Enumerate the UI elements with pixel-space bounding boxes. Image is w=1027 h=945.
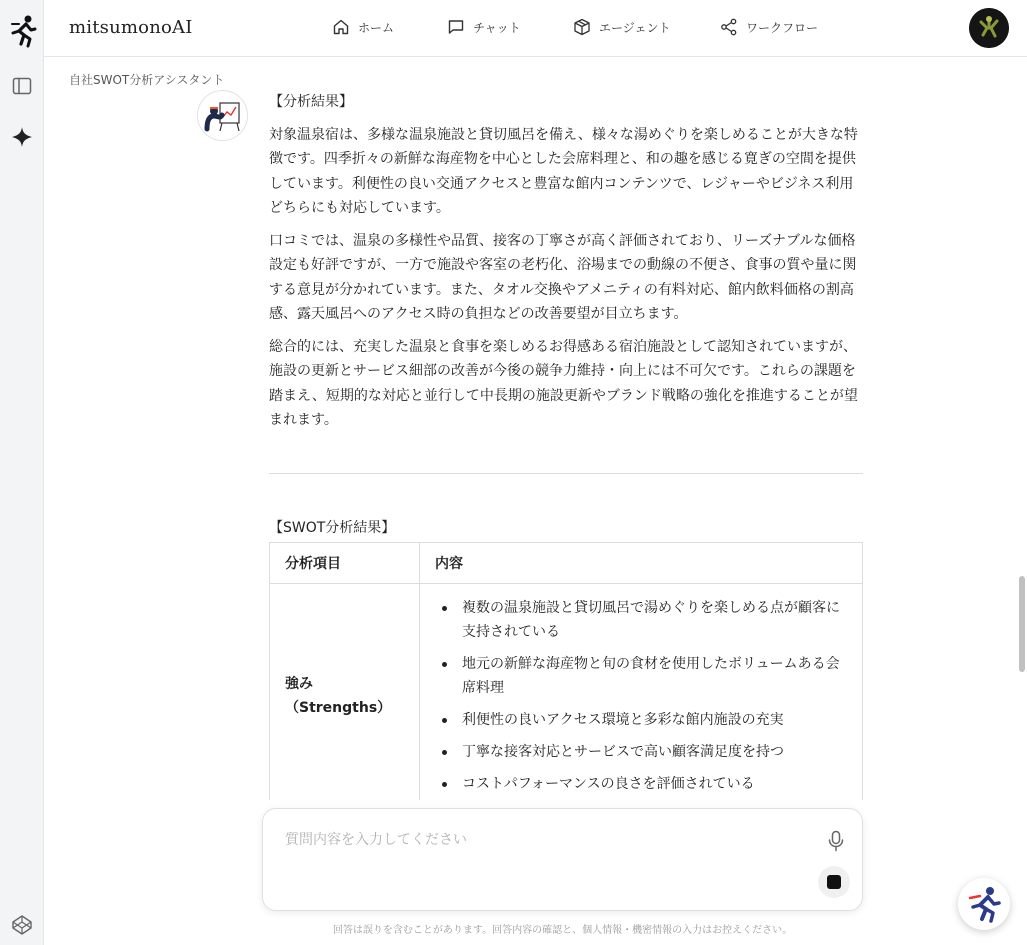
list-item: 丁寧な接客対応とサービスで高い顧客満足度を持つ <box>435 740 847 764</box>
analysis-paragraph: 総合的には、充実した温泉と食事を楽しめるお得感ある宿泊施設として認知されていますが、施設の更新とサービス細部の改善が今後の競争力維持・向上には不可欠です。これらの課題を踏まえ、短期的な対応と並行して中長期の施設更新やブランド戦略の強化を推進することが望まれます。 <box>269 338 858 428</box>
analysis-paragraph: 対象温泉宿は、多様な温泉施設と貸切風呂を備え、様々な湯めぐりを楽しめることが大きな特徴です。四季折々の新鮮な海産物を中心とした会席料理と、和の趣を感じる寛ぎの空間を提供しています。利便性の良い交通アクセスと豊富な館内コンテンツで、レジャーやビジネス利用どちらにも対応しています。 <box>269 126 858 216</box>
chat-composer <box>262 808 863 911</box>
table-header-content: 内容 <box>420 543 863 584</box>
swot-table <box>269 542 863 809</box>
cube-icon <box>573 18 591 36</box>
scrollbar-thumb[interactable] <box>1019 576 1025 672</box>
nav-workflow-label: ワークフロー <box>746 20 819 35</box>
chat-icon <box>447 18 465 36</box>
share-nodes-icon <box>720 18 738 36</box>
assistant-avatar <box>197 90 248 141</box>
home-icon <box>332 18 350 36</box>
table-header-row <box>270 543 863 584</box>
nav-home-label: ホーム <box>358 20 395 35</box>
top-header <box>44 0 1027 57</box>
list-item: 地元の新鮮な海産物と旬の食材を使用したボリュームある会席料理 <box>435 652 847 700</box>
table-cell-item: 強み（Strengths） <box>270 584 420 809</box>
assistant-message <box>269 90 863 441</box>
table-row <box>270 584 863 809</box>
microphone-icon[interactable] <box>825 829 847 853</box>
nav-workflow[interactable] <box>720 18 818 36</box>
analysis-heading: 【分析結果】 <box>269 94 353 110</box>
nav-agent[interactable] <box>573 18 671 36</box>
list-item: 複数の温泉施設と貸切風呂で湯めぐりを楽しめる点が顧客に支持されている <box>435 596 847 644</box>
brand-title: mitsumonoAI <box>69 17 193 38</box>
left-rail <box>0 0 44 945</box>
section-divider <box>269 473 863 474</box>
list-item: 利便性の良いアクセス環境と多彩な館内施設の充実 <box>435 708 847 732</box>
table-cell-content <box>420 584 863 809</box>
user-avatar[interactable] <box>969 8 1009 48</box>
swot-heading: 【SWOT分析結果】 <box>269 520 396 536</box>
nav-home[interactable] <box>332 18 394 36</box>
breadcrumb: 自社SWOT分析アシスタント <box>69 73 225 87</box>
runner-assistant-icon[interactable] <box>958 878 1010 930</box>
bullet-list <box>435 596 847 796</box>
runner-logo-icon[interactable] <box>7 14 37 48</box>
nav-agent-label: エージェント <box>599 20 671 35</box>
scrollbar-track[interactable] <box>1016 90 1027 800</box>
list-item: コストパフォーマンスの良さを評価されている <box>435 772 847 796</box>
sparkle-icon[interactable] <box>11 126 33 148</box>
analysis-paragraph: 口コミでは、温泉の多様性や品質、接客の丁寧さが高く評価されており、リーズナブルな価格設定も好評ですが、一方で施設や客室の老朽化、浴場までの動線の不便さ、食事の質や量に関する意見が分かれています。また、タオル交換やアメニティの有料対応、館内飲料価格の割高感、露天風呂へのアクセス時の負担などの改善要望が目立ちます。 <box>269 232 857 322</box>
table-header-item: 分析項目 <box>270 543 420 584</box>
disclaimer-text: 回答は誤りを含むことがあります。回答内容の確認と、個人情報・機密情報の入力はお控えください。 <box>332 925 793 936</box>
nav-chat-label: チャット <box>473 20 521 35</box>
stop-button[interactable] <box>818 866 850 898</box>
sidebar-toggle-icon[interactable] <box>11 75 33 97</box>
question-input[interactable] <box>285 829 805 859</box>
nav-chat[interactable] <box>447 18 521 36</box>
codepen-icon[interactable] <box>11 914 33 936</box>
